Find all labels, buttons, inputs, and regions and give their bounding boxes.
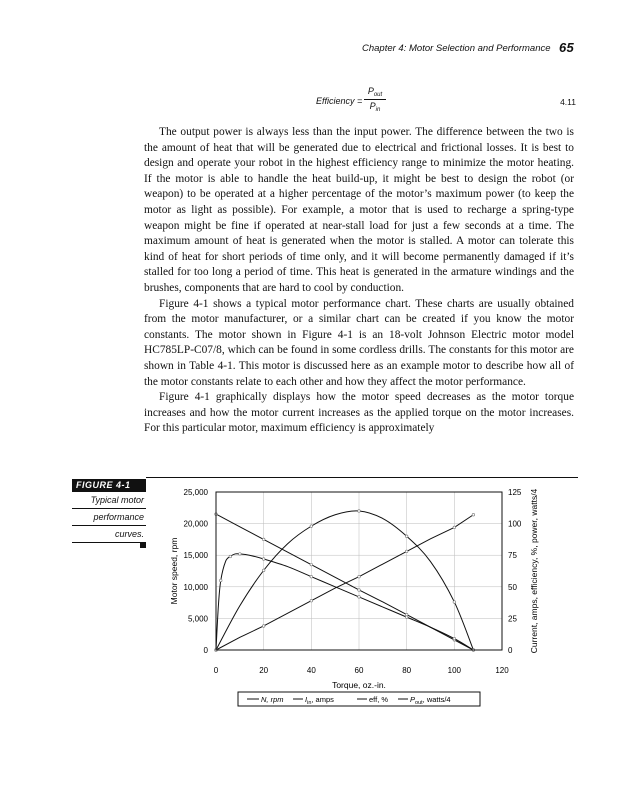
figure-tag: FIGURE 4-1 bbox=[72, 479, 146, 492]
y-axis-label-right: Current, amps, efficiency, %, power, watts/4 bbox=[529, 488, 539, 654]
caption-line: curves. bbox=[72, 526, 146, 543]
data-point bbox=[262, 625, 265, 628]
body-text bbox=[144, 125, 574, 437]
y-tick-label-left: 5,000 bbox=[187, 614, 208, 624]
data-point bbox=[472, 513, 475, 516]
y-tick-label-left: 0 bbox=[203, 646, 208, 655]
x-tick-label: 80 bbox=[402, 666, 412, 675]
paragraph: The output power is always less than the input power. The difference between the two is the amount of heat that will be generated due to electrical and frictional losses. It is best to design and operate your robot in the highest efficiency range to minimize the motor heating. If the motor is able to handle the heat build-up, it might be best to design the robot (or weapon) to be operated at a higher percentage of the motor’s maximum power (to keep the motor as light as possible). For example, a motor that is used to recharge a spring-type weapon might be fine if operated at near-stall load for just a few seconds at a time. The maximum amount of heat is generated when the motor is stalled. A motor can tolerate this kind of heat for short periods of time only, and it will become permanently damaged if it’s stalled for too long a period of time. This heat is generated in the armature windings and the brushes, components that are hard to cool by conduction. bbox=[144, 126, 574, 294]
data-point bbox=[405, 535, 408, 538]
equation-numerator: $P_{out}$ bbox=[364, 86, 386, 100]
x-tick-label: 40 bbox=[306, 666, 316, 675]
data-point bbox=[229, 555, 232, 558]
x-tick-label: 60 bbox=[354, 666, 364, 675]
equation-number: 4.11 bbox=[560, 97, 576, 107]
x-tick-label: 20 bbox=[259, 666, 269, 675]
y-tick-label-right: 75 bbox=[508, 551, 517, 561]
data-point bbox=[405, 550, 408, 553]
y-tick-label-left: 25,000 bbox=[183, 488, 208, 497]
figure-rule bbox=[146, 477, 578, 478]
data-point bbox=[453, 526, 456, 529]
data-point bbox=[358, 589, 361, 592]
x-tick-label: 100 bbox=[447, 666, 462, 675]
running-header bbox=[362, 40, 574, 56]
caption-bullet bbox=[140, 542, 146, 548]
y-tick-label-right: 100 bbox=[508, 519, 522, 529]
data-point bbox=[453, 637, 456, 640]
paragraph: Figure 4-1 graphically displays how the motor speed decreases as the motor torque increases and how the motor current increases as the applied torque on the motor increases. For this particular motor, maximum efficiency is approximately bbox=[144, 391, 574, 435]
data-point bbox=[239, 553, 242, 556]
data-point bbox=[358, 575, 361, 578]
paragraph: Figure 4-1 shows a typical motor performance chart. These charts are usually obtained from the motor manufacturer, or a similar chart can be created if you know the motor constants. The motor shown in Figure 4-1 is an 18-volt Johnson Electric motor model HC785LP-C07/8, which can be found in some cordless drills. The constants for this motor are shown in Table 4-1. This motor is discussed here as an example motor to describe how all of the motor constants relate to each other and how they affect the motor performance. bbox=[144, 297, 574, 388]
data-point bbox=[405, 616, 408, 619]
x-tick-label: 0 bbox=[213, 666, 219, 675]
efficiency-equation bbox=[316, 86, 576, 120]
data-point bbox=[310, 575, 313, 578]
caption-line: performance bbox=[72, 509, 146, 526]
chart-grid bbox=[216, 492, 502, 650]
data-point bbox=[219, 579, 222, 582]
y-tick-label-right: 25 bbox=[508, 614, 517, 624]
data-point bbox=[358, 596, 361, 599]
legend-current: $I_{in}$, amps bbox=[305, 695, 334, 706]
caption-line: Typical motor bbox=[72, 492, 146, 509]
x-axis-label: Torque, oz.-in. bbox=[332, 680, 386, 690]
legend-power: $P_{out}$, watts/4 bbox=[410, 695, 451, 706]
legend-speed: N, rpm bbox=[261, 695, 284, 704]
data-point bbox=[262, 538, 265, 541]
chart-series bbox=[215, 510, 475, 652]
chapter-title: Chapter 4: Motor Selection and Performance bbox=[362, 43, 551, 54]
y-tick-label-right: 0 bbox=[508, 646, 513, 655]
y-tick-label-right: 125 bbox=[508, 488, 522, 497]
page-number: 65 bbox=[558, 40, 574, 55]
data-point bbox=[310, 563, 313, 566]
data-point bbox=[310, 599, 313, 602]
data-point bbox=[262, 569, 265, 572]
data-point bbox=[310, 525, 313, 528]
motor-performance-chart bbox=[150, 480, 580, 720]
data-point bbox=[405, 613, 408, 616]
y-tick-label-left: 15,000 bbox=[183, 551, 208, 561]
equation-fraction bbox=[364, 86, 386, 113]
y-tick-label-right: 50 bbox=[508, 582, 517, 592]
data-point bbox=[262, 558, 265, 561]
figure-caption bbox=[72, 492, 146, 543]
data-point bbox=[358, 510, 361, 513]
chart-legend bbox=[238, 692, 480, 706]
equation-denominator: $P_{in}$ bbox=[369, 101, 381, 113]
legend-efficiency: eff, % bbox=[369, 695, 389, 704]
y-tick-label-left: 20,000 bbox=[183, 519, 208, 529]
y-axis-label-left: Motor speed, rpm bbox=[169, 537, 179, 605]
data-point bbox=[453, 601, 456, 604]
y-tick-label-left: 10,000 bbox=[183, 582, 208, 592]
equation-lhs: Efficiency = bbox=[316, 96, 363, 106]
x-tick-label: 120 bbox=[495, 666, 509, 675]
